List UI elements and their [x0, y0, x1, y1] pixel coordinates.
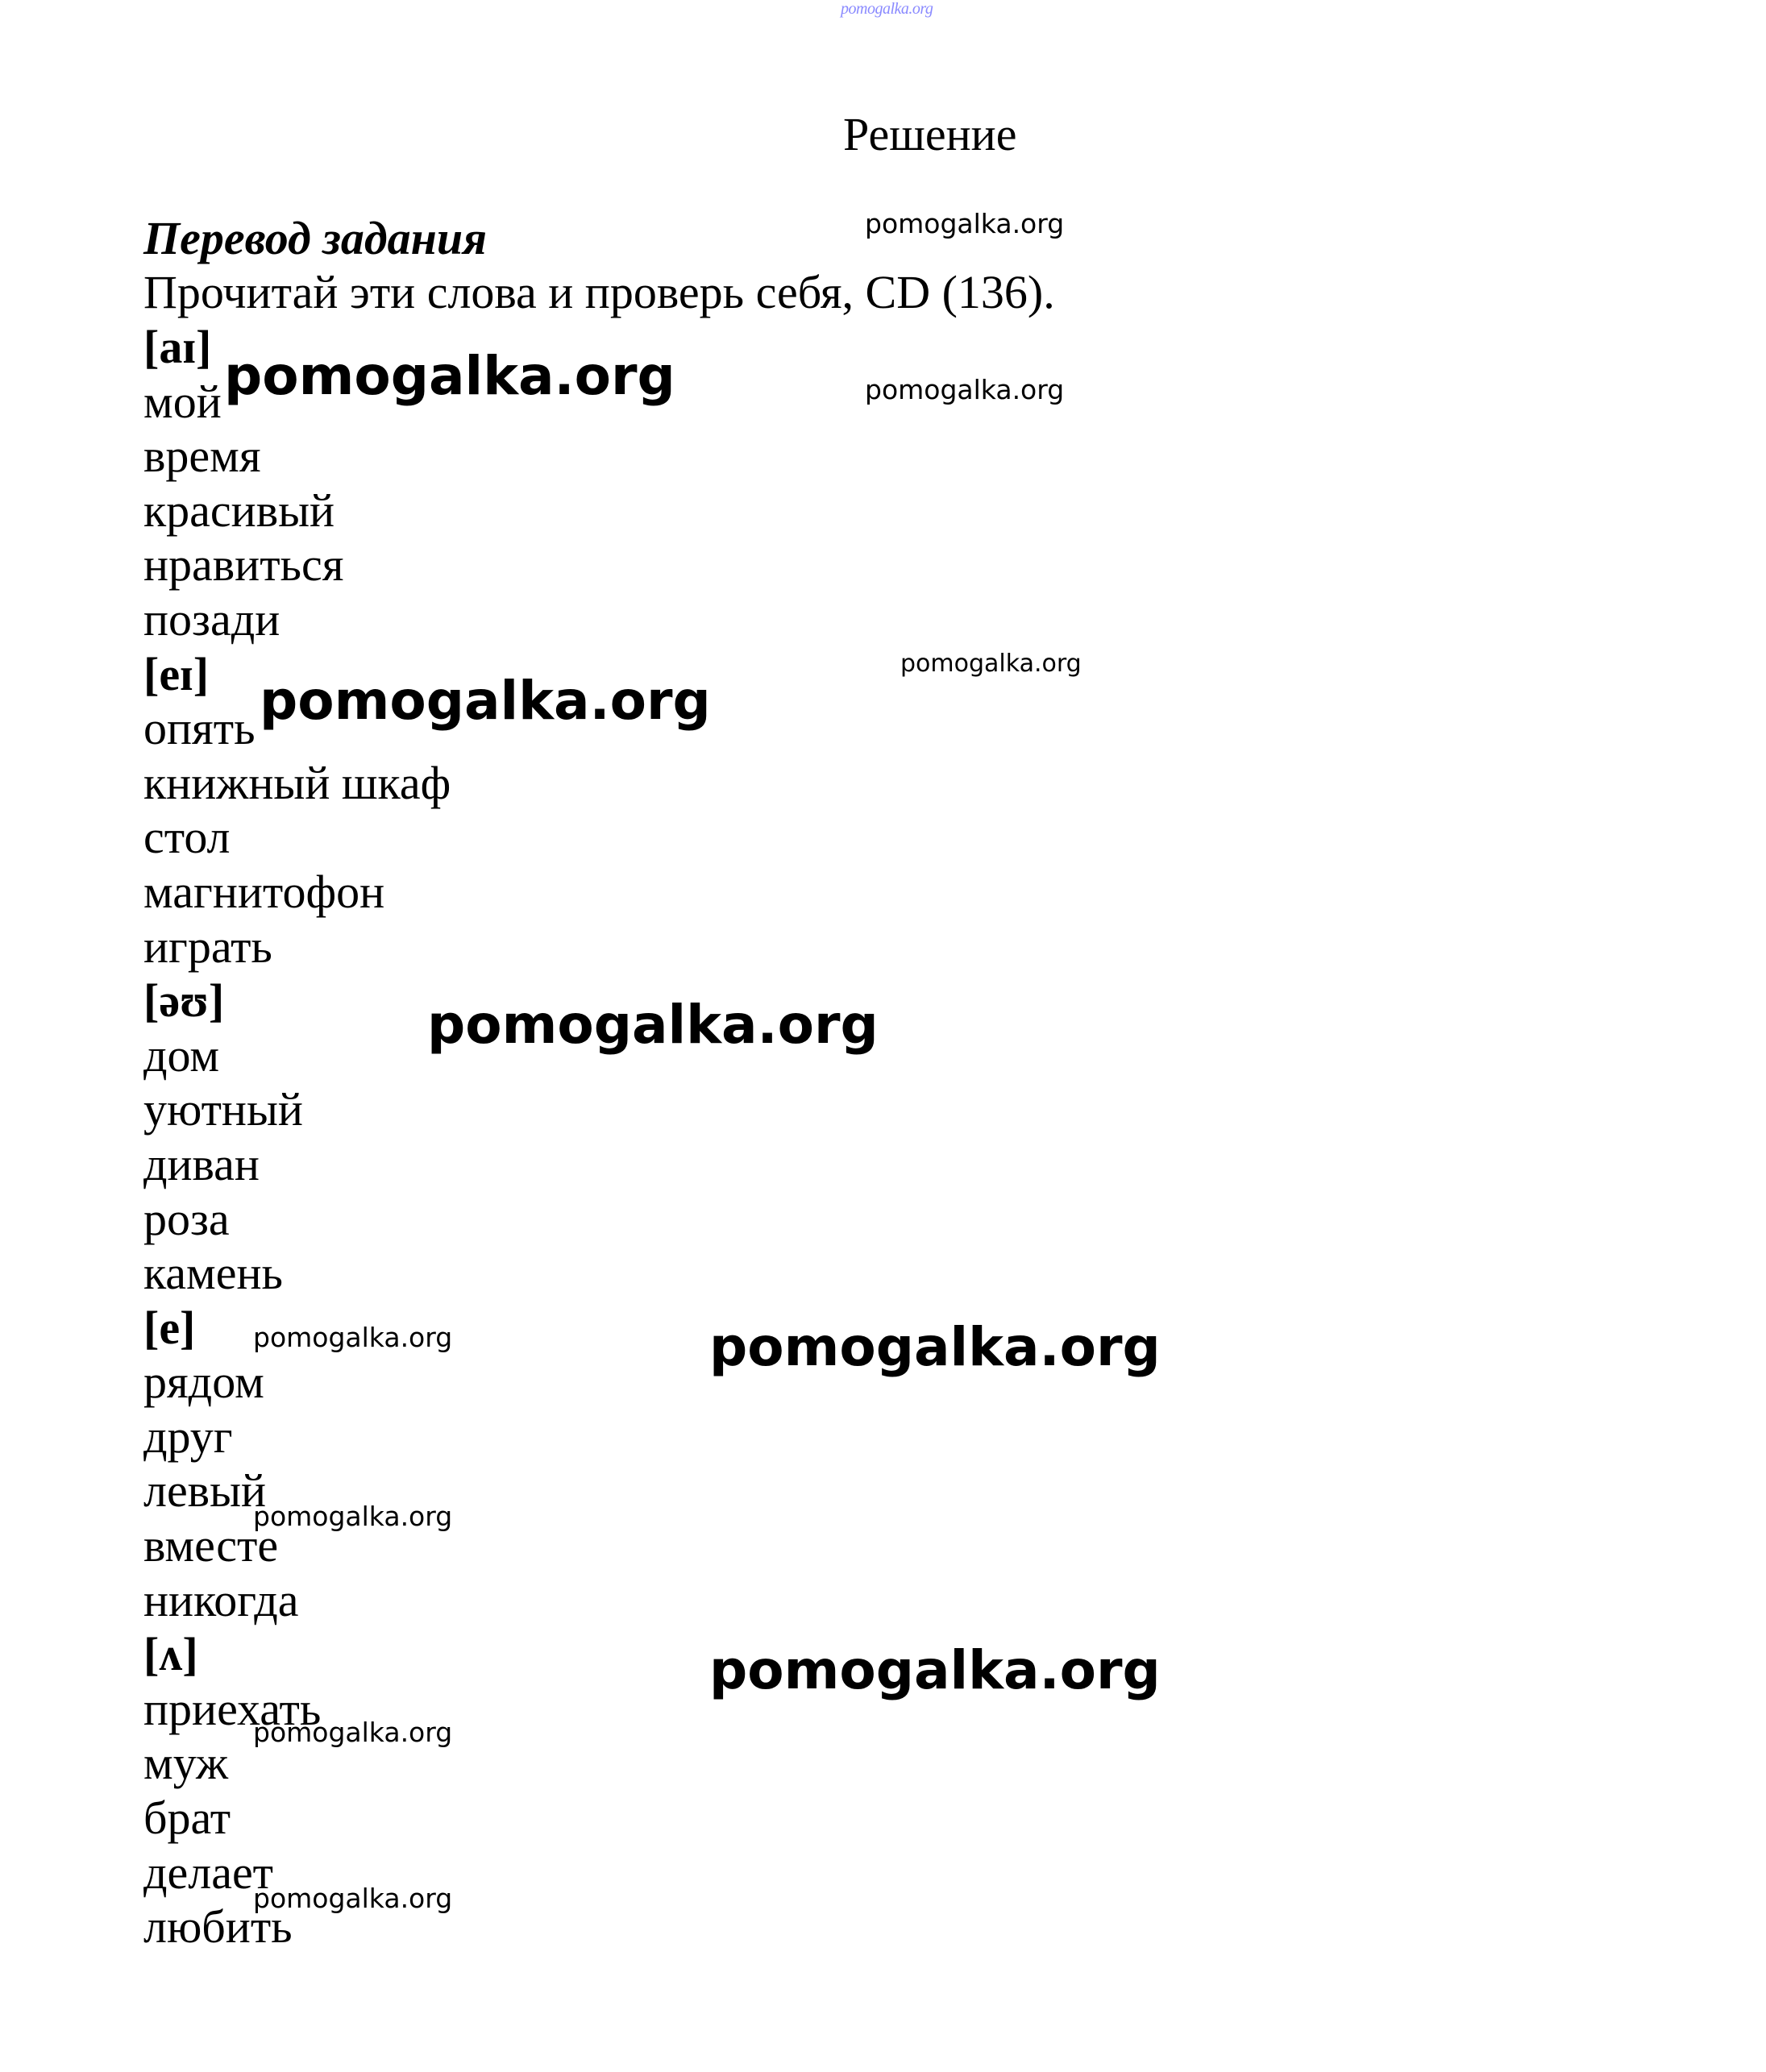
word-item: книжный шкаф — [143, 756, 451, 809]
word-item: опять — [143, 702, 256, 755]
sound-heading: [ʌ] — [143, 1628, 198, 1681]
word-item: делает — [143, 1846, 274, 1899]
source-watermark: pomogalka.org — [841, 0, 933, 18]
word-item: роза — [143, 1192, 230, 1245]
word-item: рядом — [143, 1356, 264, 1409]
watermark: pomogalka.org — [709, 1639, 1161, 1701]
word-item: вместе — [143, 1519, 279, 1572]
sound-heading: [əʊ] — [143, 974, 225, 1028]
word-item: дом — [143, 1028, 220, 1082]
word-item: камень — [143, 1247, 283, 1300]
watermark: pomogalka.org — [900, 650, 1082, 678]
word-item: стол — [143, 811, 231, 864]
word-item: левый — [143, 1464, 267, 1518]
sound-heading: [e] — [143, 1301, 196, 1354]
watermark: pomogalka.org — [253, 1501, 453, 1532]
word-item: любить — [143, 1900, 293, 1954]
sound-heading: [eɪ] — [143, 647, 210, 700]
word-list — [143, 320, 451, 1954]
word-item: уютный — [143, 1083, 303, 1136]
watermark: pomogalka.org — [865, 374, 1065, 405]
word-item: время — [143, 430, 261, 483]
word-item: брат — [143, 1792, 231, 1845]
sound-heading: [aɪ] — [143, 321, 212, 373]
watermark: pomogalka.org — [224, 345, 675, 407]
watermark: pomogalka.org — [709, 1316, 1161, 1378]
word-item: позади — [143, 592, 280, 646]
word-item: мой — [143, 375, 222, 428]
watermark: pomogalka.org — [253, 1883, 453, 1914]
word-item: играть — [143, 920, 272, 973]
word-item: красивый — [143, 484, 335, 537]
page-title: Решение — [843, 108, 1017, 160]
word-item: муж — [143, 1737, 229, 1790]
word-item: магнитофон — [143, 865, 385, 918]
watermark: pomogalka.org — [427, 994, 879, 1056]
watermark: pomogalka.org — [260, 670, 711, 732]
task-instruction: Прочитай эти слова и проверь себя, CD (136). — [143, 266, 1055, 318]
watermark: pomogalka.org — [865, 208, 1065, 239]
watermark: pomogalka.org — [253, 1717, 453, 1748]
word-item: диван — [143, 1137, 260, 1190]
word-item: никогда — [143, 1573, 299, 1626]
watermark: pomogalka.org — [253, 1322, 453, 1353]
word-item: друг — [143, 1410, 233, 1463]
task-heading: Перевод задания — [143, 212, 487, 264]
word-item: нравиться — [143, 538, 344, 592]
word-item: приехать — [143, 1682, 322, 1735]
